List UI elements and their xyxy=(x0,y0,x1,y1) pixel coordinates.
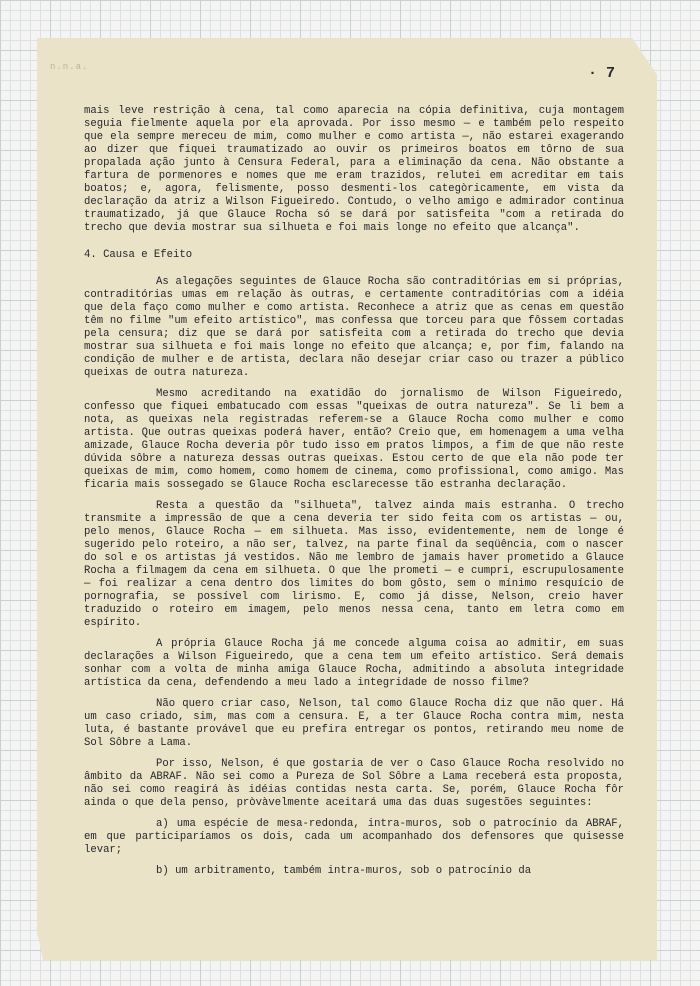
paragraph-efeito-artistico: A própria Glauce Rocha já me concede alguma coisa ao admitir, em suas declarações a Wilson Figueiredo, que a cena tem um efeito artístico. Será demais sonhar com a volta de minha amiga Glauce Rocha, admitindo a absoluta integridade artística da cena, defendendo a meu lado a integridade de nosso filme? xyxy=(84,638,624,689)
suggestion-a: a) uma espécie de mesa-redonda, intra-muros, sob o patrocínio da ABRAF, em que participaríamos os dois, cada um acompanhado dos defensores que quisesse levar; xyxy=(84,818,624,856)
corner-pencil-note: n.n.a. xyxy=(50,62,89,72)
letter-body xyxy=(84,105,624,878)
paragraph-criar-caso: Não quero criar caso, Nelson, tal como Glauce Rocha diz que não quer. Há um caso criado, sim, mas com a censura. E, a ter Glauce Rocha contra mim, nesta luta, é bastante provável que eu prefira entregar os pontos, retirando meu nome de Sol Sôbre a Lama. xyxy=(84,698,624,749)
paragraph-alegacoes: As alegações seguintes de Glauce Rocha são contraditórias em si próprias, contraditórias umas em relação às outras, e certamente contraditórias com a idéia que dela faço como mulher e como artista. Reconhece a atriz que as cenas em questão têm no filme "um efeito artístico", mas confessa que torceu para que fôssem cortadas pela censura; diz que se dará por satisfeita com a retirada do trecho que devia mostrar sua silhueta e foi mais longe no efeito que alcança; e, por fim, falando na condição de mulher e de artista, declara não desejar criar caso ou trazer a público queixas de outra natureza. xyxy=(84,276,624,379)
page-number-value: 7 xyxy=(606,65,616,82)
paragraph-intro: mais leve restrição à cena, tal como aparecia na cópia definitiva, cuja montagem seguia fielmente aquela por ela aprovada. Por isso mesmo — e também pelo respeito que ela sempre mereceu de mim, como mulher e como artista —, não estarei exagerando ao dizer que fiquei traumatizado ao ouvir os primeiros boatos em tôrno de sua propalada ação junto à Censura Federal, para a eliminação da cena. Não obstante a fartura de pormenores e nomes que me eram trazidos, relutei em acreditar em tais boatos; e, agora, felismente, posso desmenti-los categòricamente, em vista da declaração da atriz a Wilson Figueiredo. Contudo, o velho amigo e admirador continua traumatizado, já que Glauce Rocha só se dará por satisfeita "com a retirada do trecho que devia mostrar sua silhueta e foi mais longe no efeito que alcança". xyxy=(84,105,624,234)
suggestion-b: b) um arbitramento, também intra-muros, sob o patrocínio da xyxy=(156,865,532,877)
page-number: · 7 xyxy=(588,65,616,82)
paragraph-abraf: Por isso, Nelson, é que gostaria de ver o Caso Glauce Rocha resolvido no âmbito da ABRAF. Não sei como a Pureza de Sol Sôbre a Lama receberá esta proposta, não sei como reagirá às idéias contidas nesta carta. Se, porém, Glauce Rocha fôr ainda o que dela penso, pròvàvelmente aceitará uma das duas sugestões seguintes: xyxy=(84,758,624,809)
section-heading: 4. Causa e Efeito xyxy=(84,249,193,261)
paragraph-queixas: Mesmo acreditando na exatidão do jornalismo de Wilson Figueiredo, confesso que fiquei embatucado com essas "queixas de outra natureza". Se li bem a nota, as queixas nela registradas referem-se a Glauce Rocha como mulher e como artista. Que outras queixas poderá haver, então? Creio que, em homenagem a uma velha amizade, Glauce Rocha deveria pôr tudo isso em pratos limpos, a fim de que não reste dúvida sôbre a natureza dessas outras queixas. Estou certo de que ela não pode ter queixas de mim, como homem, como homem de cinema, como profissional, como amigo. Mas ficaria mais sossegado se Glauce Rocha esclarecesse tão estranha declaração. xyxy=(84,388,624,491)
paragraph-silhueta: Resta a questão da "silhueta", talvez ainda mais estranha. O trecho transmite a impressão de que a cena deveria ter sido feita com os artistas — ou, pelo menos, Glauce Rocha — em silhueta. Mas isso, evidentemente, nem de longe é sugerido pelo roteiro, a não ser, talvez, na parte final da seqüência, com o nascer do sol e os artistas já vestidos. Não me lembro de jamais haver prometido a Glauce Rocha a filmagem da cena em silhueta. O que lhe prometi — e cumpri, escrupulosamente — foi realizar a cena dentro dos limites do bom gôsto, sem o mínimo resquício de pornografia, se possível com lirismo. E, como já disse, Nelson, creio haver traduzido o roteiro em imagem, pelo menos nessa cena, tanto em letra como em espírito. xyxy=(84,500,624,629)
